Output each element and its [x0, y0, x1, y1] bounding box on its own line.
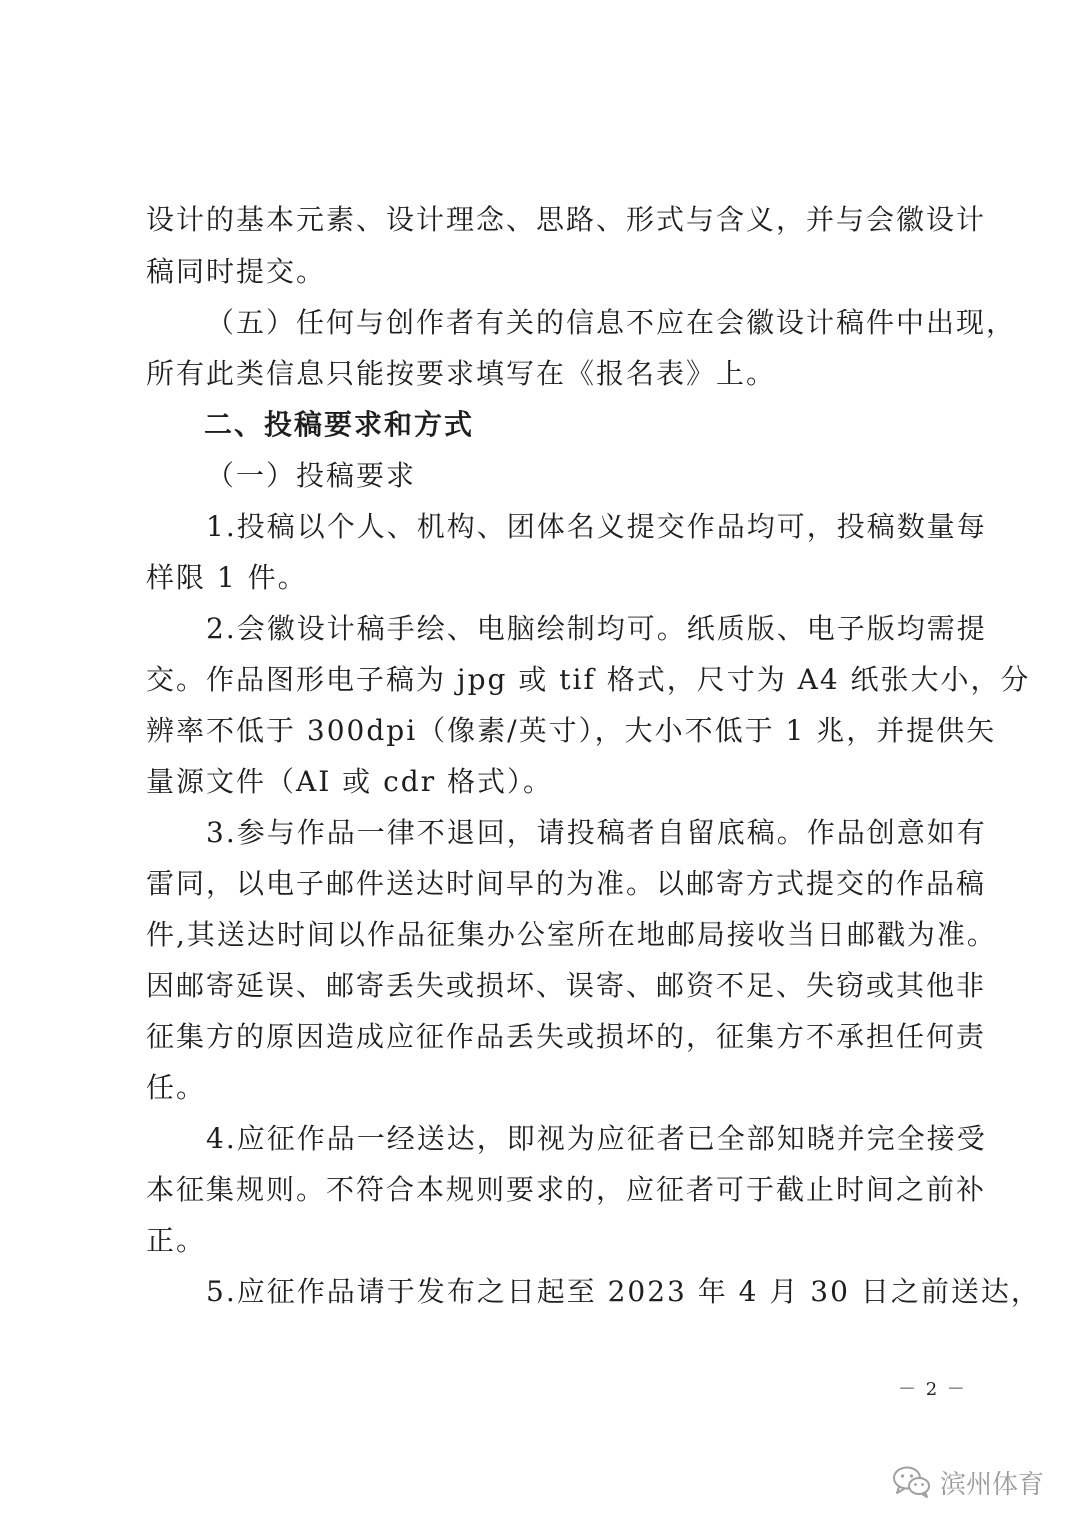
- wechat-icon: [892, 1465, 932, 1499]
- paragraph-line: 本征集规则。不符合本规则要求的，应征者可于截止时间之前补: [146, 1173, 987, 1206]
- paragraph-line: 2.会徽设计稿手绘、电脑绘制均可。纸质版、电子版均需提: [206, 612, 987, 645]
- paragraph-line: 稿同时提交。: [146, 255, 327, 288]
- section-heading: 二、投稿要求和方式: [204, 408, 475, 441]
- paragraph-line: 所有此类信息只能按要求填写在《报名表》上。: [146, 357, 777, 390]
- paragraph-line: 量源文件（AI 或 cdr 格式）。: [146, 765, 553, 798]
- paragraph-line: 任。: [146, 1071, 207, 1104]
- paragraph-line: 3.参与作品一律不退回，请投稿者自留底稿。作品创意如有: [206, 816, 987, 849]
- paragraph-line: 5.应征作品请于发布之日起至 2023 年 4 月 30 日之前送达，: [206, 1275, 1041, 1308]
- paragraph-line: 雷同，以电子邮件送达时间早的为准。以邮寄方式提交的作品稿: [146, 867, 987, 900]
- subsection-heading: （一）投稿要求: [206, 459, 417, 492]
- page-number: － 2 －: [898, 1379, 967, 1400]
- paragraph-line: 因邮寄延误、邮寄丢失或损坏、误寄、邮资不足、失窃或其他非: [146, 969, 987, 1002]
- paragraph-line: （五）任何与创作者有关的信息不应在会徽设计稿件中出现，: [206, 306, 1017, 339]
- watermark: [892, 1462, 1044, 1502]
- paragraph-line: 1.投稿以个人、机构、团体名义提交作品均可，投稿数量每: [206, 510, 987, 543]
- paragraph-line: 正。: [146, 1224, 207, 1257]
- paragraph-line: 4.应征作品一经送达，即视为应征者已全部知晓并完全接受: [206, 1122, 987, 1155]
- paragraph-line: 辨率不低于 300dpi（像素/英寸），大小不低于 1 兆，并提供矢: [146, 714, 997, 747]
- paragraph-line: 件,其送达时间以作品征集办公室所在地邮局接收当日邮戳为准。: [146, 918, 997, 951]
- paragraph-line: 样限 1 件。: [146, 561, 308, 594]
- paragraph-line: 征集方的原因造成应征作品丢失或损坏的，征集方不承担任何责: [146, 1020, 987, 1053]
- paragraph-line: 设计的基本元素、设计理念、思路、形式与含义，并与会徽设计: [146, 203, 987, 236]
- paragraph-line: 交。作品图形电子稿为 jpg 或 tif 格式，尺寸为 A4 纸张大小，分: [146, 663, 1031, 696]
- watermark-text: 滨州体育: [940, 1469, 1045, 1500]
